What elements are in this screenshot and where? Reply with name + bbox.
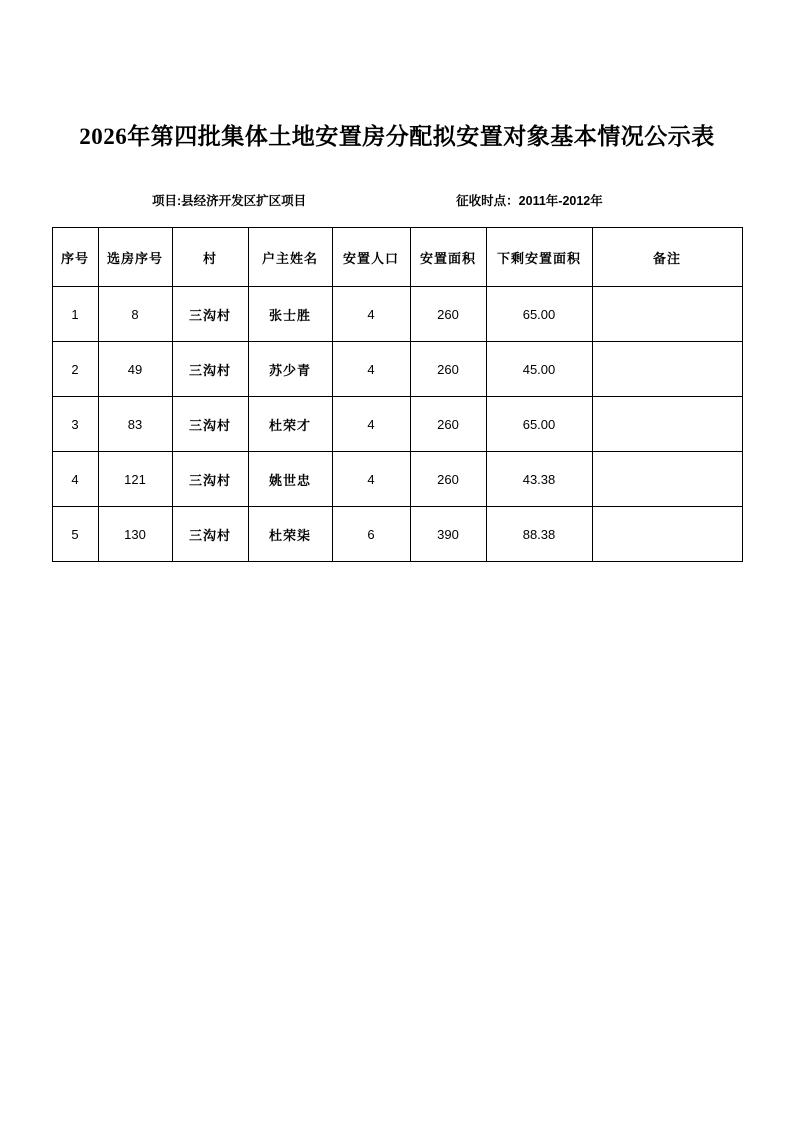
table-row	[52, 507, 742, 562]
cell-selection-no: 130	[98, 507, 172, 562]
cell-remark	[592, 342, 742, 397]
table-row	[52, 287, 742, 342]
cell-selection-no: 8	[98, 287, 172, 342]
cell-village: 三沟村	[172, 342, 248, 397]
table-header-row	[52, 228, 742, 287]
cell-area: 260	[410, 287, 486, 342]
cell-householder: 苏少青	[248, 342, 332, 397]
cell-index: 5	[52, 507, 98, 562]
cell-area: 390	[410, 507, 486, 562]
table-row	[52, 452, 742, 507]
cell-area: 260	[410, 452, 486, 507]
cell-remark	[592, 397, 742, 452]
column-header-remaining-area: 下剩安置面积	[486, 228, 592, 287]
cell-population: 4	[332, 452, 410, 507]
document-subheader	[52, 151, 742, 209]
cell-remaining-area: 65.00	[486, 397, 592, 452]
project-label: 项目:县经济开发区扩区项目	[152, 194, 307, 208]
column-header-village: 村	[172, 228, 248, 287]
column-header-area: 安置面积	[410, 228, 486, 287]
cell-village: 三沟村	[172, 452, 248, 507]
column-header-remark: 备注	[592, 228, 742, 287]
cell-village: 三沟村	[172, 287, 248, 342]
cell-remark	[592, 507, 742, 562]
cell-householder: 杜荣才	[248, 397, 332, 452]
column-header-population: 安置人口	[332, 228, 410, 287]
table-header	[52, 228, 742, 287]
cell-remaining-area: 88.38	[486, 507, 592, 562]
collection-period-label: 征收时点：2011年-2012年	[456, 194, 603, 208]
resettlement-table	[52, 227, 743, 562]
column-header-selection-no: 选房序号	[98, 228, 172, 287]
cell-area: 260	[410, 342, 486, 397]
page-title: 2026年第四批集体土地安置房分配拟安置对象基本情况公示表	[79, 124, 715, 149]
cell-householder: 姚世忠	[248, 452, 332, 507]
cell-index: 2	[52, 342, 98, 397]
cell-village: 三沟村	[172, 397, 248, 452]
column-header-householder: 户主姓名	[248, 228, 332, 287]
cell-index: 3	[52, 397, 98, 452]
cell-area: 260	[410, 397, 486, 452]
cell-index: 1	[52, 287, 98, 342]
table-row	[52, 397, 742, 452]
cell-householder: 杜荣柒	[248, 507, 332, 562]
cell-village: 三沟村	[172, 507, 248, 562]
cell-population: 4	[332, 287, 410, 342]
cell-remaining-area: 45.00	[486, 342, 592, 397]
cell-householder: 张士胜	[248, 287, 332, 342]
cell-remaining-area: 43.38	[486, 452, 592, 507]
column-header-index: 序号	[52, 228, 98, 287]
table-row	[52, 342, 742, 397]
cell-remark	[592, 452, 742, 507]
table-body	[52, 287, 742, 562]
cell-selection-no: 121	[98, 452, 172, 507]
cell-remaining-area: 65.00	[486, 287, 592, 342]
cell-population: 6	[332, 507, 410, 562]
cell-index: 4	[52, 452, 98, 507]
cell-population: 4	[332, 342, 410, 397]
cell-remark	[592, 287, 742, 342]
cell-population: 4	[332, 397, 410, 452]
cell-selection-no: 49	[98, 342, 172, 397]
cell-selection-no: 83	[98, 397, 172, 452]
